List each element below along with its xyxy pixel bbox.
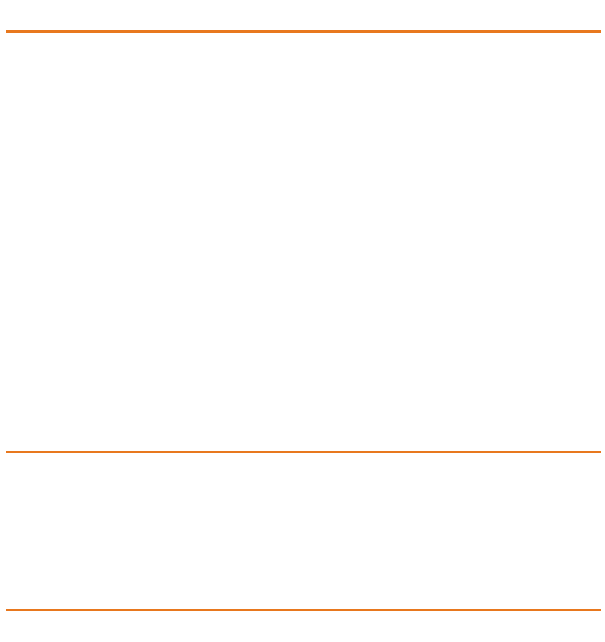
- bottom-rule: [6, 609, 601, 611]
- section-divider: [6, 451, 601, 453]
- title-rule: [6, 30, 601, 33]
